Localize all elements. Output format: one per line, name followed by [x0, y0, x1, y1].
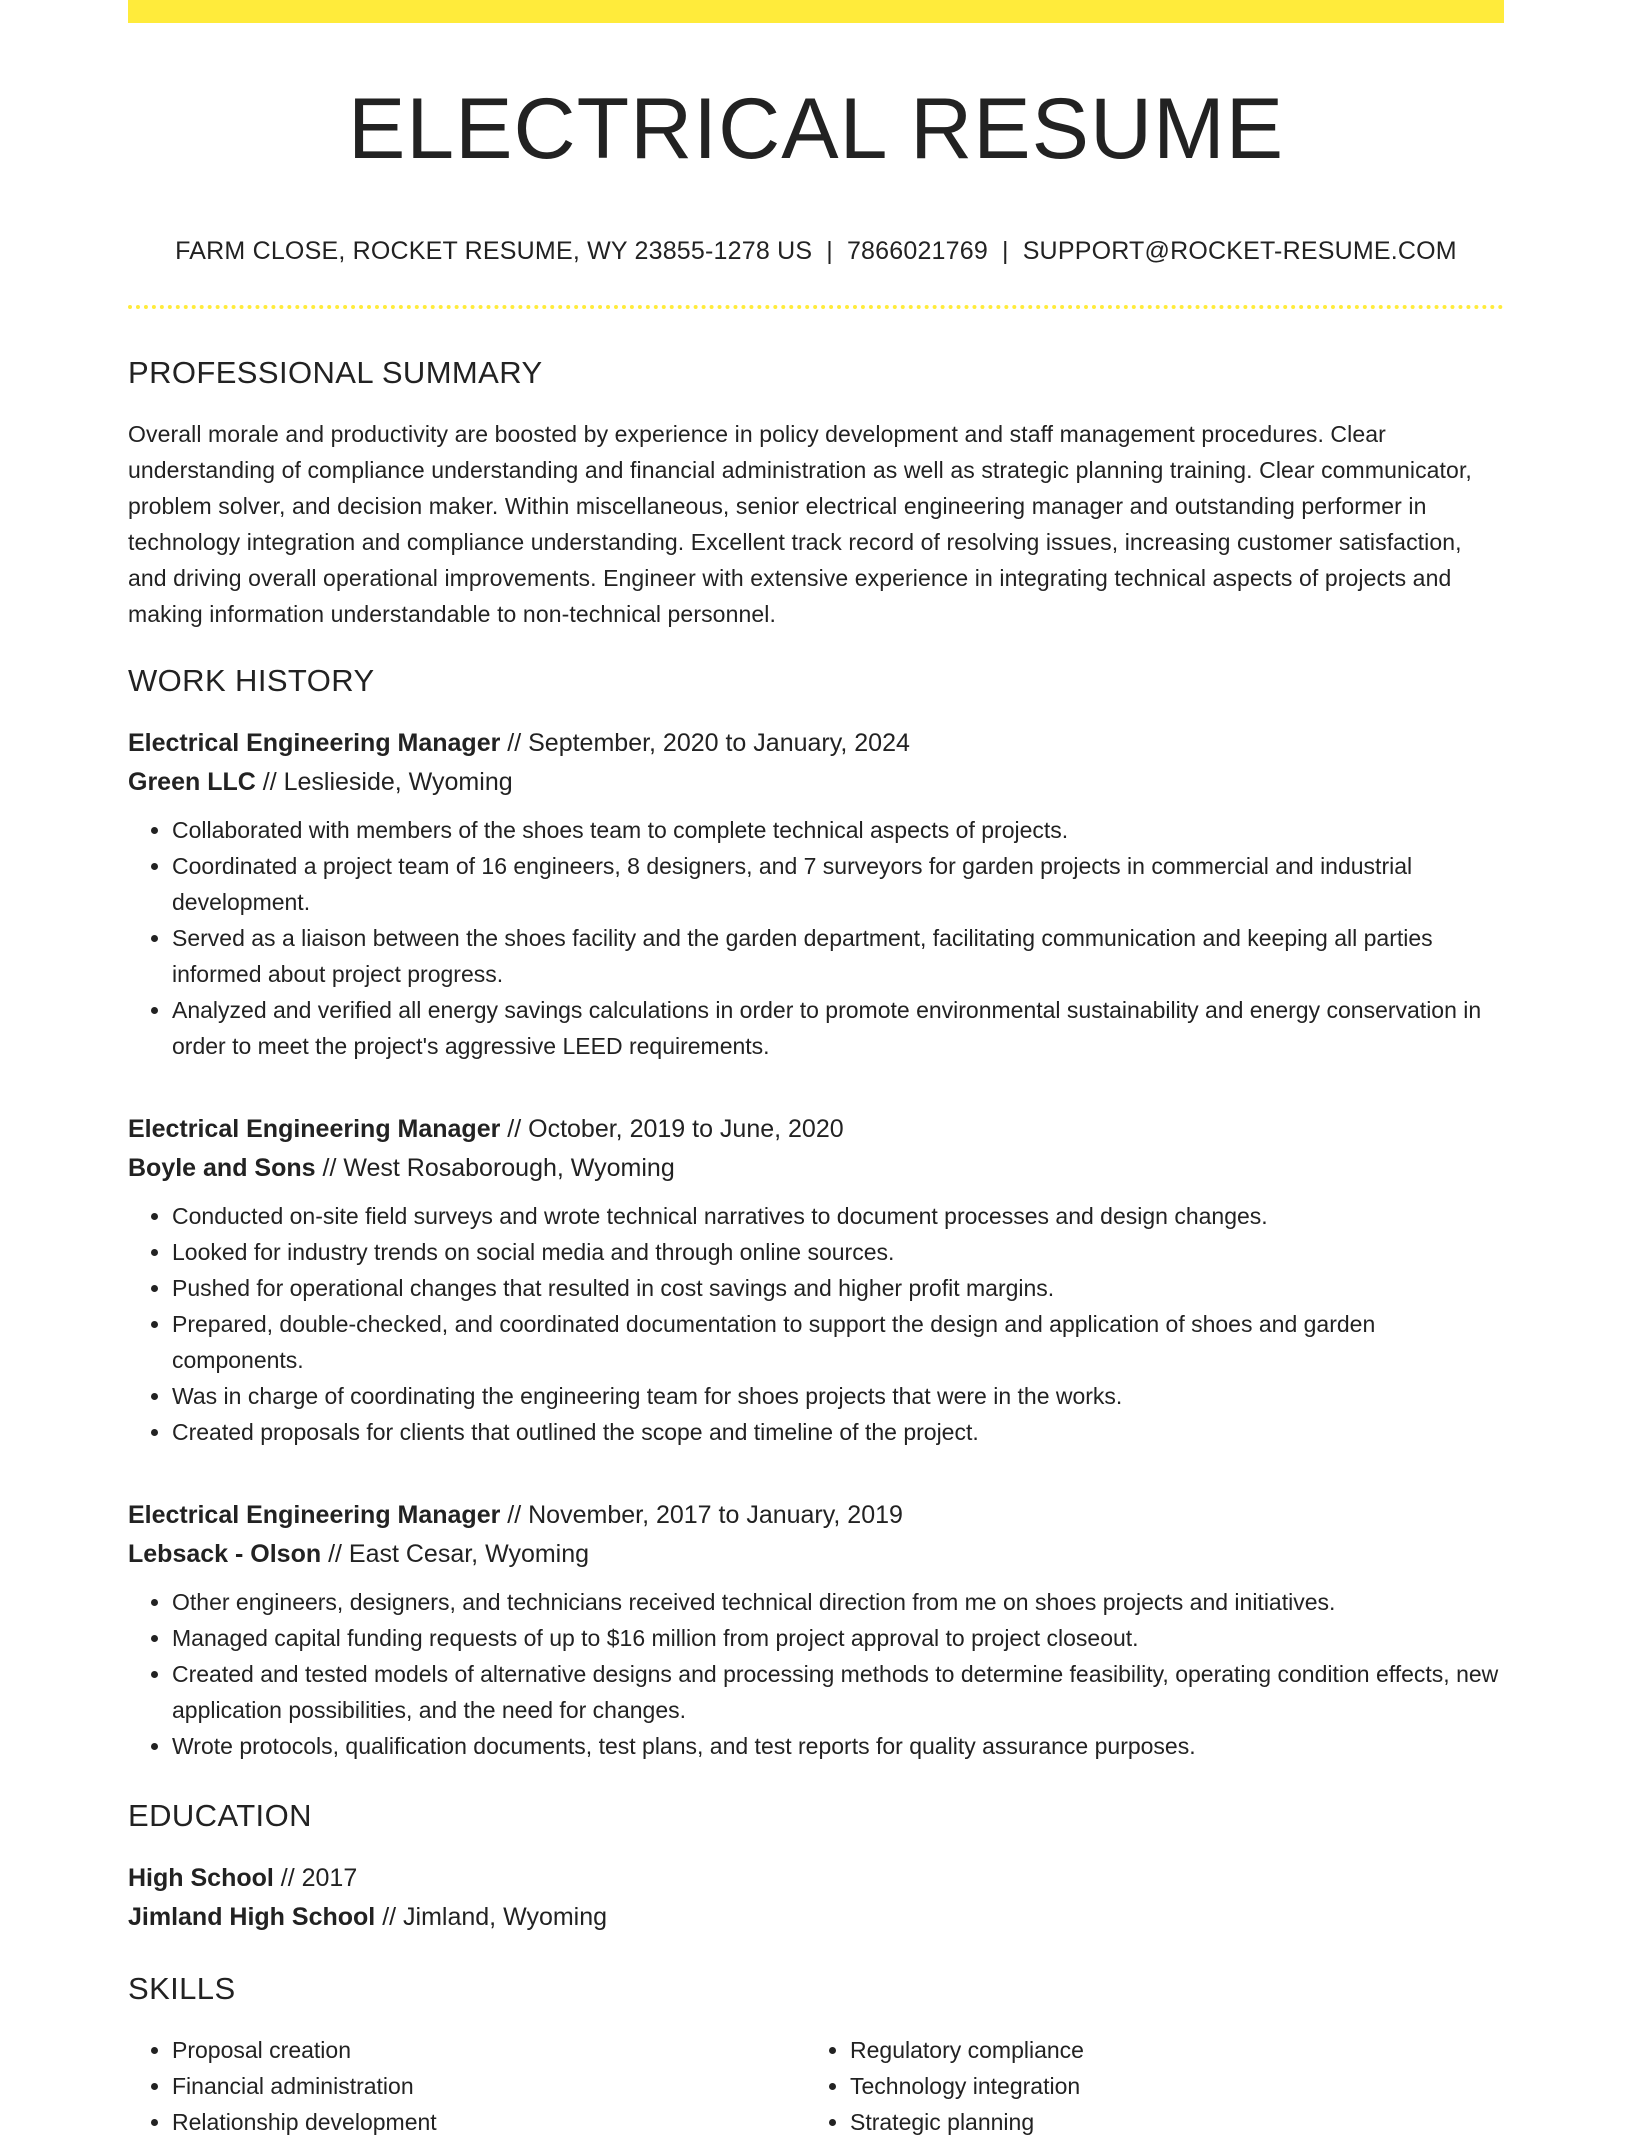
job-entry	[128, 1110, 1504, 1450]
job-company: Lebsack - Olson	[128, 1540, 322, 1568]
section-title-education: EDUCATION	[128, 1798, 312, 1833]
skills-list	[128, 2032, 1504, 2140]
resume-name: ELECTRICAL RESUME	[347, 81, 1285, 177]
education-school-line	[128, 1898, 1504, 1937]
contact-phone: 7866021769	[846, 237, 988, 265]
education-entry	[128, 1859, 1504, 1937]
job-bullet: • Prepared, double-checked, and coordinated documentation to support the design and application of shoes and garden components.	[172, 1306, 1504, 1378]
dotted-divider	[128, 305, 1504, 309]
skill-item: • Strategic planning	[850, 2104, 1504, 2140]
job-location: // East Cesar, Wyoming	[321, 1540, 590, 1568]
job-company-line	[128, 1149, 1504, 1188]
job-company: Green LLC	[128, 768, 256, 796]
job-entry	[128, 724, 1504, 1064]
job-bullet: • Other engineers, designers, and technicians received technical direction from me on shoes projects and initiatives.	[172, 1584, 1504, 1620]
job-bullet: • Looked for industry trends on social media and through online sources.	[172, 1234, 1504, 1270]
job-location: // Leslieside, Wyoming	[255, 768, 513, 796]
contact-line	[128, 239, 1504, 264]
job-role: Electrical Engineering Manager	[128, 729, 501, 757]
job-bullet: • Collaborated with members of the shoes team to complete technical aspects of projects.	[172, 812, 1504, 848]
summary-text: Overall morale and productivity are boosted by experience in policy development and staff management procedures. Clear understanding of compliance understanding and financial administration as well as strategic planning training. Clear communicator, problem solver, and decision maker. Within miscellaneous, senior electrical engineering manager and outstanding performer in technology integration and compliance understanding. Excellent track record of resolving issues, increasing customer satisfaction, and driving overall operational improvements. Engineer with extensive experience in integrating technical aspects of projects and making information understandable to non-technical personnel.	[128, 421, 1472, 627]
job-role: Electrical Engineering Manager	[128, 1115, 501, 1143]
job-bullet: • Conducted on-site field surveys and wrote technical narratives to document processes and design changes.	[172, 1198, 1504, 1234]
contact-separator: |	[1001, 237, 1009, 265]
section-title-summary: PROFESSIONAL SUMMARY	[128, 355, 543, 390]
job-bullet: • Coordinated a project team of 16 engineers, 8 designers, and 7 surveyors for garden projects in commercial and industrial development.	[172, 848, 1504, 920]
section-title-skills: SKILLS	[128, 1971, 236, 2006]
job-bullet: • Wrote protocols, qualification documents, test plans, and test reports for quality assurance purposes.	[172, 1728, 1504, 1764]
job-bullet: • Managed capital funding requests of up to $16 million from project approval to project closeout.	[172, 1620, 1504, 1656]
resume-page	[128, 0, 1504, 2140]
job-company-line	[128, 763, 1504, 802]
job-role-line	[128, 1110, 1504, 1149]
job-location: // West Rosaborough, Wyoming	[315, 1154, 675, 1182]
education-year: // 2017	[273, 1864, 358, 1892]
skill-item: • Technology integration	[850, 2068, 1504, 2104]
contact-email: SUPPORT@ROCKET-RESUME.COM	[1022, 237, 1457, 265]
contact-address: FARM CLOSE, ROCKET RESUME, WY 23855-1278 US	[175, 237, 813, 265]
job-company: Boyle and Sons	[128, 1154, 316, 1182]
skills-column-right	[806, 2032, 1504, 2140]
education-degree-line	[128, 1859, 1504, 1898]
job-dates: // September, 2020 to January, 2024	[500, 729, 910, 757]
contact-separator: |	[826, 237, 833, 265]
job-bullet: • Was in charge of coordinating the engineering team for shoes projects that were in the works.	[172, 1378, 1504, 1414]
skill-item: • Financial administration	[172, 2068, 806, 2104]
skill-item: • Relationship development	[172, 2104, 806, 2140]
accent-top-bar	[128, 0, 1504, 23]
job-entry	[128, 1496, 1504, 1764]
job-role: Electrical Engineering Manager	[128, 1501, 501, 1529]
job-role-line	[128, 1496, 1504, 1535]
job-bullet: • Analyzed and verified all energy savings calculations in order to promote environmental sustainability and energy conservation in order to meet the project's aggressive LEED requirements.	[172, 992, 1504, 1064]
job-bullet: • Served as a liaison between the shoes facility and the garden department, facilitating communication and keeping all parties informed about project progress.	[172, 920, 1504, 992]
section-title-work-history: WORK HISTORY	[128, 663, 375, 698]
job-bullet: • Pushed for operational changes that resulted in cost savings and higher profit margins.	[172, 1270, 1504, 1306]
skill-item: • Proposal creation	[172, 2032, 806, 2068]
skills-column-left	[128, 2032, 806, 2140]
job-role-line	[128, 724, 1504, 763]
job-bullets	[128, 812, 1504, 1064]
job-bullets	[128, 1198, 1504, 1450]
education-location: // Jimland, Wyoming	[375, 1903, 608, 1931]
job-dates: // October, 2019 to June, 2020	[500, 1115, 844, 1143]
job-bullet: • Created and tested models of alternative designs and processing methods to determine feasibility, operating condition effects, new application possibilities, and the need for changes.	[172, 1656, 1504, 1728]
job-company-line	[128, 1535, 1504, 1574]
education-degree: High School	[128, 1864, 274, 1892]
education-school: Jimland High School	[128, 1903, 376, 1931]
skill-item: • Regulatory compliance	[850, 2032, 1504, 2068]
job-bullets	[128, 1584, 1504, 1764]
job-dates: // November, 2017 to January, 2019	[500, 1501, 903, 1529]
job-bullet: • Created proposals for clients that outlined the scope and timeline of the project.	[172, 1414, 1504, 1450]
